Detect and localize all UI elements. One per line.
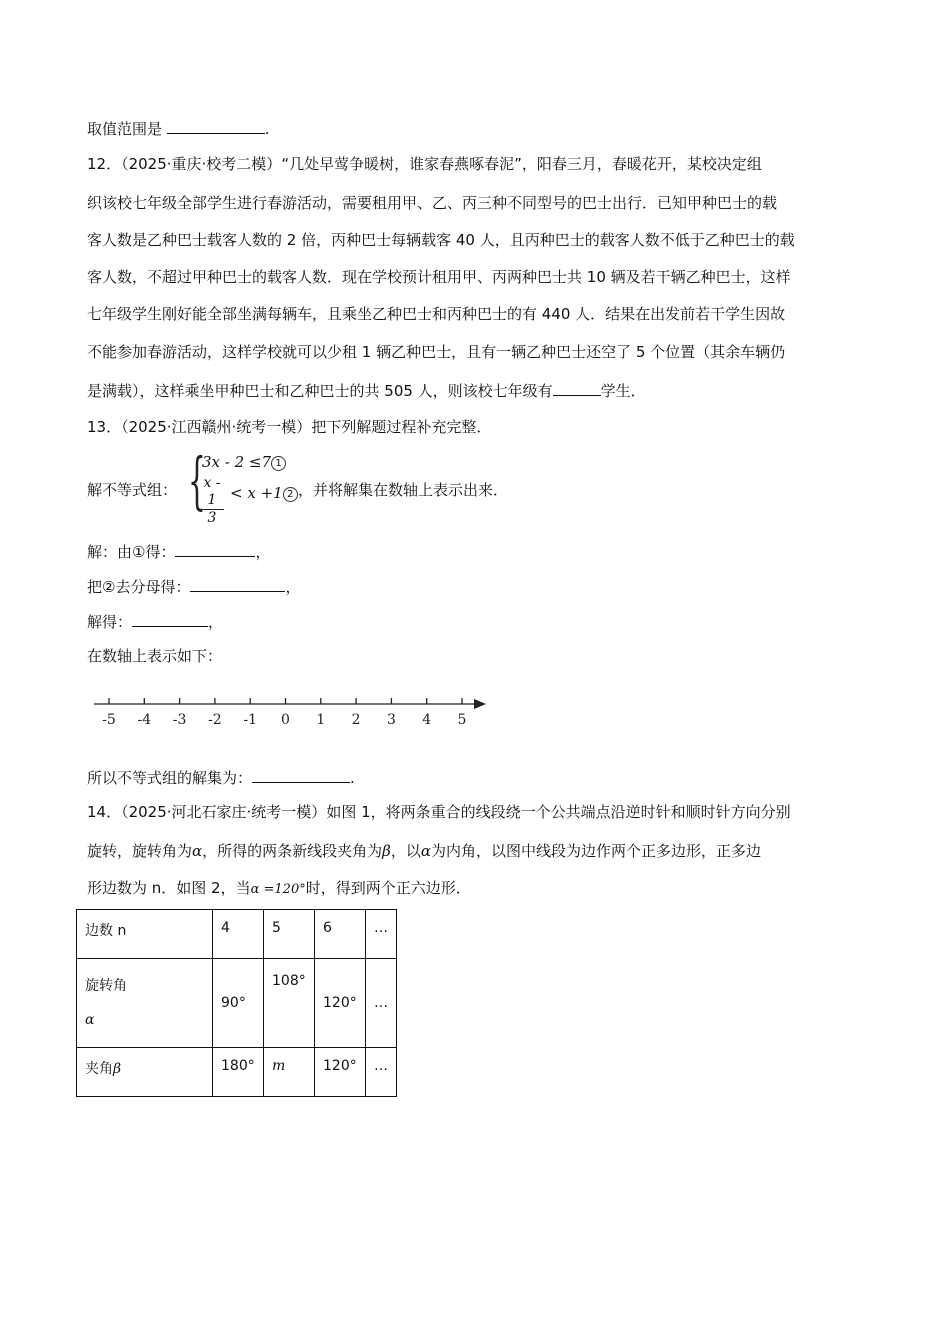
number-line-label: -4 bbox=[137, 712, 152, 728]
table-cell: 边数 n bbox=[77, 910, 213, 959]
q12-line-3: 客人数是乙种巴士载客人数的 2 倍，丙种巴士每辆载客 40 人，且丙种巴士的载客人数不低于乙种巴士的载 bbox=[87, 231, 795, 249]
q13-header: 13．（2025·江西赣州·统考一模）把下列解题过程补充完整． bbox=[87, 418, 492, 436]
table-cell: 108° bbox=[264, 959, 315, 1048]
table-cell: 120° bbox=[315, 959, 366, 1048]
circled-number: 1 bbox=[271, 456, 286, 471]
number-line-label: 3 bbox=[386, 712, 396, 728]
q12-line-1: 12．（2025·重庆·校考二模）“几处早莺争暖树，谁家春燕啄春泥”，阳春三月，春暖花开，某校决定组 bbox=[87, 155, 762, 173]
circled-number: 2 bbox=[283, 487, 298, 502]
q12-line-2: 织该校七年级全部学生进行春游活动，需要租用甲、乙、丙三种不同型号的巴士出行．已知甲种巴士的载 bbox=[87, 194, 778, 212]
number-line bbox=[90, 685, 490, 735]
number-line-label: -3 bbox=[172, 712, 187, 728]
number-line-ticks bbox=[102, 698, 466, 728]
number-line-label: -5 bbox=[102, 712, 116, 728]
inequality-1: 3x - 2 ≤7 1 bbox=[202, 453, 286, 471]
table-cell: m bbox=[264, 1048, 315, 1097]
answer-blank[interactable] bbox=[252, 767, 350, 783]
beta-symbol: β bbox=[113, 1061, 122, 1077]
q13-system-label: 解不等式组： bbox=[87, 481, 178, 499]
beta-symbol: β bbox=[382, 842, 391, 860]
answer-blank[interactable] bbox=[553, 380, 601, 396]
alpha-equation: α =120° bbox=[250, 882, 306, 897]
q13-step-1: 解：由①得： ， bbox=[87, 543, 271, 561]
table-row bbox=[77, 1048, 397, 1097]
brace: { bbox=[188, 444, 206, 517]
table-cell: 120° bbox=[315, 1048, 366, 1097]
table-cell: … bbox=[366, 959, 397, 1048]
q14-line-2: 旋转，旋转角为α，所得的两条新线段夹角为β，以α为内角，以图中线段为边作两个正多边形，正多边 bbox=[87, 842, 762, 860]
number-line-label: 0 bbox=[281, 712, 290, 728]
table-cell: 5 bbox=[264, 910, 315, 959]
table-cell: 90° bbox=[213, 959, 264, 1048]
number-line-label: 1 bbox=[316, 712, 326, 728]
q13-step-2: 把②去分母得： ， bbox=[87, 578, 301, 596]
table-row bbox=[77, 910, 397, 959]
q13-conclusion: 所以不等式组的解集为： . bbox=[87, 769, 355, 787]
table-cell: 4 bbox=[213, 910, 264, 959]
answer-blank[interactable] bbox=[190, 576, 285, 592]
table-cell: 180° bbox=[213, 1048, 264, 1097]
table-cell: … bbox=[366, 910, 397, 959]
answer-blank[interactable] bbox=[167, 118, 265, 134]
answer-blank[interactable] bbox=[175, 541, 255, 557]
number-line-label: -1 bbox=[243, 712, 258, 728]
q12-line-7: 是满载），这样乘坐甲种巴士和乙种巴士的共 505 人，则该校七年级有 学生． bbox=[87, 382, 646, 400]
fraction: $\frac{x - 1}{3}$ bbox=[200, 475, 224, 527]
table-cell: 夹角β bbox=[77, 1048, 213, 1097]
q12-line-5: 七年级学生刚好能全部坐满每辆车，且乘坐乙种巴士和丙种巴士的有 440 人．结果在出发前若干学生因故 bbox=[87, 305, 786, 323]
inequality-2: < x +1 2 bbox=[230, 484, 298, 502]
table-cell: 旋转角 α bbox=[77, 959, 213, 1048]
alpha-symbol: α bbox=[85, 1012, 95, 1028]
number-line-label: -2 bbox=[208, 712, 222, 728]
table-cell: … bbox=[366, 1048, 397, 1097]
q13-system-after: ，并将解集在数轴上表示出来． bbox=[298, 481, 509, 499]
q13-step-4: 在数轴上表示如下： bbox=[87, 647, 223, 665]
q12-line-4: 客人数，不超过甲种巴士的载客人数．现在学校预计租用甲、丙两种巴士共 10 辆及若干辆乙种巴士，这样 bbox=[87, 268, 791, 286]
table-cell: 6 bbox=[315, 910, 366, 959]
inequality-system bbox=[188, 444, 298, 526]
arrow-icon bbox=[474, 699, 486, 709]
alpha-symbol: α bbox=[192, 842, 203, 860]
number-line-label: 5 bbox=[457, 712, 467, 728]
q14-line-3: 形边数为 n．如图 2，当α =120°时，得到两个正六边形． bbox=[87, 879, 471, 897]
number-line-label: 4 bbox=[422, 712, 432, 728]
q12-line-6: 不能参加春游活动，这样学校就可以少租 1 辆乙种巴士，且有一辆乙种巴士还空了 5 个位置（其余车辆仍 bbox=[87, 343, 786, 361]
q11-tail: 取值范围是 . bbox=[87, 120, 270, 138]
alpha-symbol: α bbox=[420, 842, 431, 860]
number-line-label: 2 bbox=[351, 712, 361, 728]
q13-step-3: 解得： ， bbox=[87, 613, 224, 631]
polygon-table bbox=[76, 909, 397, 1097]
q14-line-1: 14．（2025·河北石家庄·统考一模）如图 1，将两条重合的线段绕一个公共端点沿逆时针和顺时针方向分别 bbox=[87, 803, 791, 821]
answer-blank[interactable] bbox=[132, 611, 208, 627]
table-row bbox=[77, 959, 397, 1048]
